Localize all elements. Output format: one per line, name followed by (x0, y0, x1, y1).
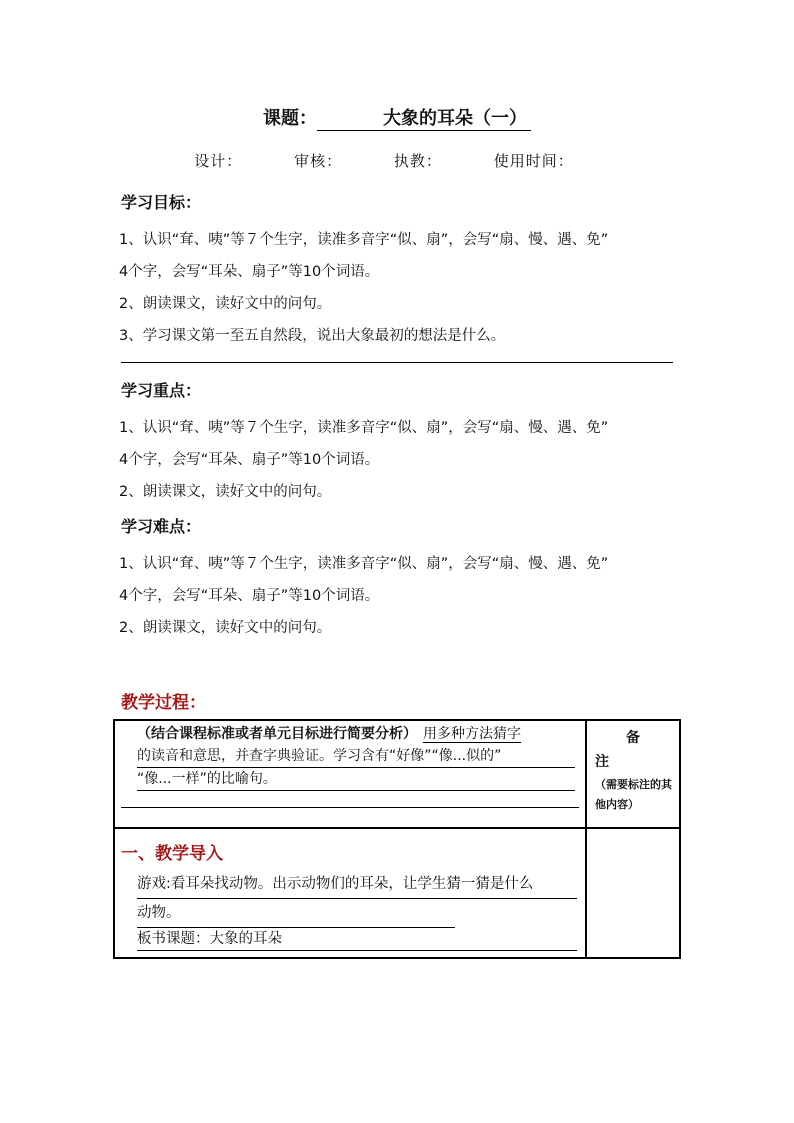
key-points-line-1: 1、认识“耷、咦”等７个生字，读准多音字“似、扇”，会写“扇、慢、遇、免” (119, 420, 609, 436)
analysis-text-3: “像...一样”的比喻句。 (137, 768, 575, 791)
title-topic: 大象的耳朵（一） (317, 104, 531, 131)
analysis-text-1: 用多种方法猜字 (423, 726, 521, 742)
analysis-text-2: 的读音和意思，并查字典验证。学习含有“好像”“像...似的” (137, 745, 575, 768)
analysis-label: （结合课程标准或者单元目标进行简要分析） (137, 726, 417, 742)
difficulties-line-2: 4个字，会写“耳朵、扇子”等10个词语。 (119, 588, 380, 604)
difficulties-heading: 学习难点： (121, 517, 202, 536)
section1-cell (114, 828, 586, 958)
meta-row (0, 150, 794, 171)
goals-line-3: 2、朗读课文，读好文中的问句。 (119, 296, 332, 312)
goals-line-4: 3、学习课文第一至五自然段，说出大象最初的想法是什么。 (119, 328, 506, 344)
key-points-line-3: 2、朗读课文，读好文中的问句。 (119, 484, 332, 500)
title-label: 课题： (263, 108, 317, 129)
section1-line-1: 游戏:看耳朵找动物。出示动物们的耳朵，让学生猜一猜是什么 (137, 870, 577, 899)
goals-heading: 学习目标： (121, 193, 202, 212)
section1-note-cell (586, 828, 680, 958)
use-time-label: 使用时间： (493, 152, 574, 170)
analysis-cell (114, 720, 586, 828)
design-label: 设计： (194, 152, 243, 170)
divider (121, 362, 673, 363)
note-subtitle: （需要标注的其他内容） (595, 778, 672, 811)
page-title (0, 104, 794, 131)
analysis-blank-line (121, 797, 579, 808)
goals-line-1: 1、认识“耷、咦”等７个生字，读准多音字“似、扇”，会写“扇、慢、遇、免” (119, 232, 609, 248)
note-cell (586, 720, 680, 828)
note-title-2: 注 (595, 754, 609, 770)
section1-heading: 一、教学导入 (121, 844, 223, 864)
key-points-heading: 学习重点： (121, 381, 202, 400)
section1-line-2: 动物。 (137, 899, 455, 928)
review-label: 审核： (294, 152, 343, 170)
section1-line-2-wrap (137, 899, 455, 928)
process-table (113, 719, 681, 959)
key-points-line-2: 4个字，会写“耳朵、扇子”等10个词语。 (119, 452, 380, 468)
note-title: 备 (626, 730, 640, 746)
difficulties-line-1: 1、认识“耷、咦”等７个生字，读准多音字“似、扇”，会写“扇、慢、遇、免” (119, 556, 609, 572)
process-heading: 教学过程： (121, 693, 206, 713)
difficulties-line-3: 2、朗读课文，读好文中的问句。 (119, 620, 332, 636)
teach-label: 执教： (393, 152, 442, 170)
goals-line-2: 4个字，会写“耳朵、扇子”等10个词语。 (119, 264, 380, 280)
section1-line-3: 板书课题：大象的耳朵 (137, 928, 577, 951)
